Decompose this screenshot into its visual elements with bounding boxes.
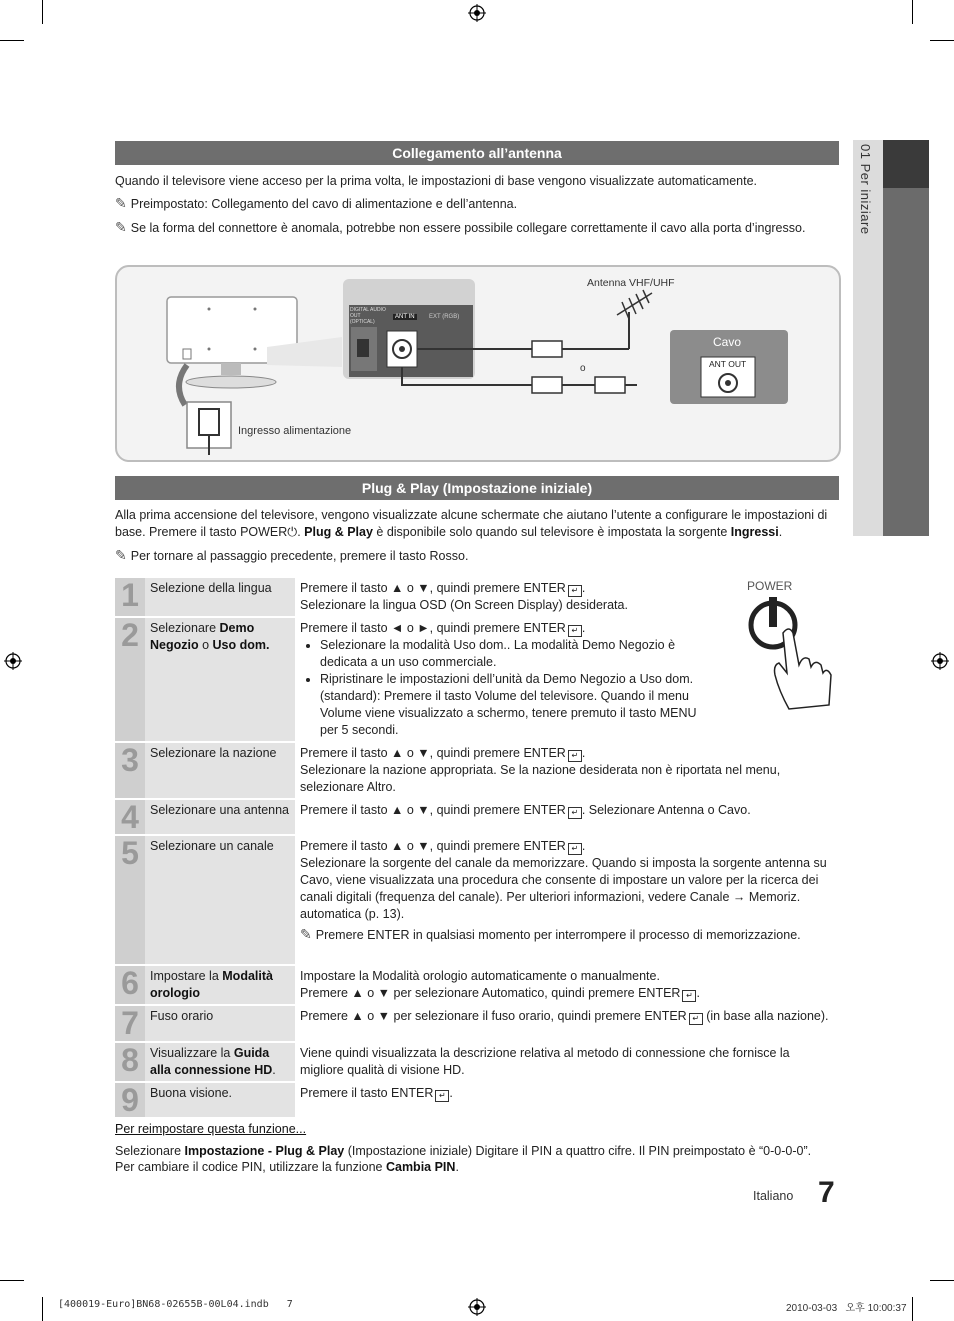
registration-mark-icon bbox=[468, 4, 486, 22]
side-tab-label: 01 Per iniziare bbox=[858, 144, 873, 235]
note-pencil-icon: ✎ bbox=[115, 220, 127, 236]
enter-icon: ↵ bbox=[568, 585, 582, 597]
note-pencil-icon: ✎ bbox=[115, 196, 127, 212]
registration-mark-icon bbox=[931, 652, 949, 670]
table-row bbox=[115, 966, 839, 1004]
digital-audio-label: DIGITAL AUDIO OUT (OPTICAL) bbox=[350, 307, 386, 325]
print-file-info: [400019-Euro]BN68-02655B-00L04.indb 7 bbox=[58, 1299, 293, 1310]
side-tab-marker bbox=[883, 140, 929, 188]
antenna-note-1: ✎ Preimpostato: Collegamento del cavo di alimentazione e dell’antenna. bbox=[115, 196, 518, 212]
enter-icon: ↵ bbox=[689, 1013, 703, 1025]
enter-icon: ↵ bbox=[568, 843, 582, 855]
step-description: Premere il tasto ▲ o ▼, quindi premere ENTER ↵ . Selezionare la nazione appropriata. Se la nazione desiderata non è riportata nel menu, selezionare Altro. bbox=[295, 743, 839, 798]
step-number: 6 bbox=[115, 966, 145, 1004]
crop-mark bbox=[930, 40, 954, 41]
step-number: 7 bbox=[115, 1006, 145, 1041]
crop-mark bbox=[930, 1280, 954, 1281]
power-symbol-icon: ⏻ bbox=[287, 525, 298, 539]
ant-in-label: ANT IN bbox=[395, 314, 415, 320]
step-title: Selezionare la nazione bbox=[145, 743, 295, 798]
list-item: • Ripristinare le impostazioni dell’unità da Demo Negozio a Uso dom. (standard): Premere il tasto Volume del televisore. Quando il menu Volume viene visualizzato a schermo, tenere premuto il tasto MENU per 5 secondi. bbox=[320, 671, 709, 739]
power-button-label: POWER bbox=[747, 579, 793, 593]
step-number: 5 bbox=[115, 836, 145, 964]
table-row bbox=[115, 836, 839, 964]
setup-steps-table bbox=[115, 576, 839, 1119]
crop-mark bbox=[912, 0, 913, 24]
page-number: 7 bbox=[818, 1176, 835, 1209]
enter-icon: ↵ bbox=[568, 807, 582, 819]
crop-mark bbox=[42, 0, 43, 24]
step-description: Premere il tasto ▲ o ▼, quindi premere ENTER ↵ . Selezionare la lingua OSD (On Screen Display) desiderata. bbox=[295, 578, 839, 616]
step-number: 8 bbox=[115, 1043, 145, 1081]
crop-mark bbox=[0, 40, 24, 41]
enter-icon: ↵ bbox=[435, 1090, 449, 1102]
step-number: 9 bbox=[115, 1083, 145, 1117]
reset-heading: Per reimpostare questa funzione... bbox=[115, 1122, 307, 1136]
step-number: 4 bbox=[115, 800, 145, 834]
antenna-note-2: ✎ Se la forma del connettore è anomala, potrebbe non essere possibile collegare correttamente il cavo alla porta d’ingresso. bbox=[115, 220, 806, 236]
step-title: Selezionare un canale bbox=[145, 836, 295, 964]
note-pencil-icon: ✎ bbox=[115, 548, 127, 564]
side-tab-bar bbox=[883, 188, 929, 536]
step-description: Premere il tasto ▲ o ▼, quindi premere ENTER ↵ . Selezionare la sorgente del canale da memorizzare. Quando si imposta la sorgente antenna su Cavo, viene visualizzata una procedura che consente di impostare un valore per la ricerca dei canali digitali (frequenza del canale). Per ulteriori informazioni, vedere Canale → Memoriz. automatica (p. 13). ✎ Premere ENTER in qualsiasi momento per interrompere il processo di memorizzazione. bbox=[295, 836, 839, 964]
table-row bbox=[115, 1006, 839, 1041]
enter-icon: ↵ bbox=[682, 990, 696, 1002]
ant-out-label: ANT OUT bbox=[709, 359, 747, 369]
section-title-antenna: Collegamento all’antenna bbox=[115, 141, 839, 165]
table-row bbox=[115, 800, 839, 834]
list-item: • Selezionare la modalità Uso dom.. La modalità Demo Negozio è dedicata a un uso commerciale. bbox=[320, 637, 709, 671]
step-title: Selezione della lingua bbox=[145, 578, 295, 616]
antenna-label: Antenna VHF/UHF bbox=[587, 277, 675, 289]
step-description: Impostare la Modalità orologio automaticamente o manualmente. Premere ▲ o ▼ per selezionare Automatico, quindi premere ENTER ↵ . bbox=[295, 966, 839, 1004]
table-row bbox=[115, 618, 839, 741]
step-description: Premere ▲ o ▼ per selezionare il fuso orario, quindi premere ENTER ↵ (in base alla nazione). bbox=[295, 1006, 839, 1041]
reset-line-2: Per cambiare il codice PIN, utilizzare la funzione Cambia PIN. bbox=[115, 1160, 459, 1174]
print-timestamp: 2010-03-03 오후 10:00:37 bbox=[786, 1303, 907, 1314]
step-title: Visualizzare la Guida alla connessione HD. bbox=[145, 1043, 295, 1081]
power-input-label: Ingresso alimentazione bbox=[238, 425, 352, 437]
table-row bbox=[115, 1083, 839, 1117]
plug-play-intro: Alla prima accensione del televisore, vengono visualizzate alcune schermate che aiutano l’utente a configurare le impostazioni di base. Premere il tasto POWER⏻. Plug & Play è disponibile solo quando sul televisore è impostata la sorgente Ingressi. bbox=[115, 508, 828, 539]
ext-rgb-label: EXT (RGB) bbox=[429, 314, 460, 320]
enter-icon: ↵ bbox=[568, 625, 582, 637]
footer-language: Italiano bbox=[753, 1189, 794, 1203]
note-pencil-icon: ✎ bbox=[300, 927, 312, 943]
or-label: o bbox=[580, 363, 586, 374]
registration-mark-icon bbox=[468, 1298, 486, 1316]
step-number: 2 bbox=[115, 618, 145, 741]
step-description: Premere il tasto ▲ o ▼, quindi premere ENTER ↵ . Selezionare Antenna o Cavo. bbox=[295, 800, 839, 834]
antenna-connection-diagram bbox=[115, 265, 841, 462]
crop-mark bbox=[0, 1280, 24, 1281]
power-hand-icon bbox=[745, 595, 835, 710]
table-row bbox=[115, 1043, 839, 1081]
section-title-plug-play: Plug & Play (Impostazione iniziale) bbox=[115, 476, 839, 500]
step-title: Buona visione. bbox=[145, 1083, 295, 1117]
step-title: Selezionare una antenna bbox=[145, 800, 295, 834]
crop-mark bbox=[42, 1297, 43, 1321]
step-number: 1 bbox=[115, 578, 145, 616]
registration-mark-icon bbox=[4, 652, 22, 670]
step-description: Premere il tasto ENTER ↵ . bbox=[295, 1083, 839, 1117]
table-row bbox=[115, 578, 839, 616]
step-title: Selezionare Demo Negozio o Uso dom. bbox=[145, 618, 295, 741]
enter-icon: ↵ bbox=[568, 750, 582, 762]
cable-label: Cavo bbox=[713, 335, 742, 349]
crop-mark bbox=[912, 1297, 913, 1321]
reset-line-1: Selezionare Impostazione - Plug & Play (Impostazione iniziale) Digitare il PIN a quattro cifre. Il PIN preimpostato è “0-0-0-0”. bbox=[115, 1144, 812, 1158]
step-description: Viene quindi visualizzata la descrizione relativa al metodo di connessione che fornisce la migliore qualità di visione HD. bbox=[295, 1043, 839, 1081]
plug-play-note: ✎ Per tornare al passaggio precedente, premere il tasto Rosso. bbox=[115, 548, 469, 564]
step-title: Fuso orario bbox=[145, 1006, 295, 1041]
table-row bbox=[115, 743, 839, 798]
step-title: Impostare la Modalità orologio bbox=[145, 966, 295, 1004]
step-number: 3 bbox=[115, 743, 145, 798]
step-description: Premere il tasto ◄ o ►, quindi premere ENTER ↵ . • Selezionare la modalità Uso dom.. La modalità Demo Negozio è dedicata a un uso commerciale. • Ripristinare le impostazioni dell’unità da Demo Negozio a Uso dom. (standard): Premere il tasto Volume del televisore. Quando il menu Volume viene visualizzato a schermo, tenere premuto il tasto MENU per 5 secondi. bbox=[295, 618, 839, 741]
antenna-intro: Quando il televisore viene acceso per la prima volta, le impostazioni di base vengono visualizzate automaticamente. bbox=[115, 174, 758, 188]
